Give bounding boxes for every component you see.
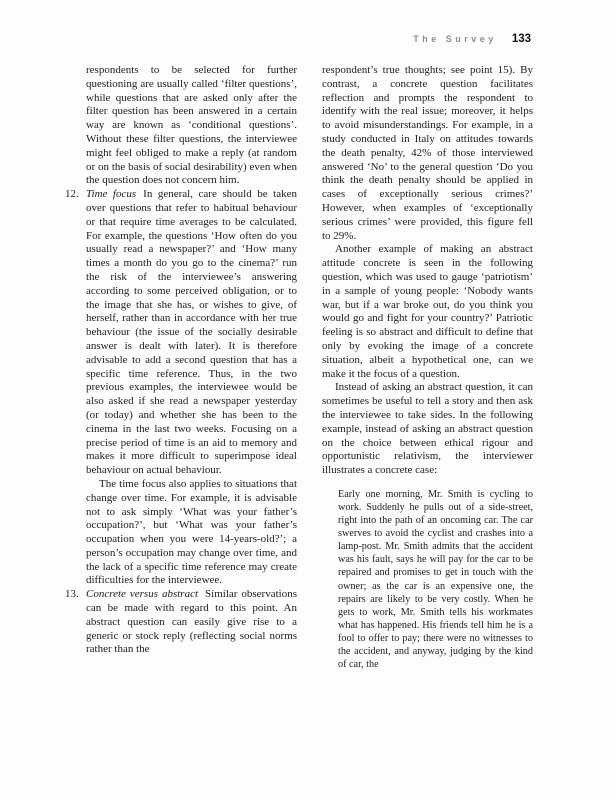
right-paragraph-2: Another example of making an abstract attitude concrete is seen in the following question, which was used to gauge ‘patriotism’ in a sample of young people: ‘Nobody wants war, but if a war broke out, do you think you would go and fight for your country?’ Patriotic feeling is so abstract and difficult to define that only by evoking the image of a concrete situation, albeit a hypothetical one, can we make it the focus of a question.: [322, 243, 533, 380]
list-item-12-text: In general, care should be taken over questions that refer to habitual behaviour or that require time averages to be calculated. For example, the questions ‘How often do you usually read a newspaper?’ and ‘How many times a month do you go to the cinema?’ run the risk of the interviewee’s answering according to some perceived obligation, or to the image that she has, or wishes to give, of herself, rather than in accordance with her true behaviour (the issue of the socially desirable answer is dealt with later). It is therefore advisable to add a second question that has a specific time reference. Thus, in the two previous examples, the interviewee would be also asked if she read a newspaper yesterday (or today) and whether she has been to the cinema in the last two weeks. Focusing on a precise period of time is an aid to memory and makes it more difficult to superimpose ideal behaviour on actual behaviour.: [86, 188, 297, 477]
list-item-12-number: 12.: [65, 188, 79, 201]
right-paragraph-1: respondent’s true thoughts; see point 15). By contrast, a concrete question facilitates reflection and prompts the respondent to identify with the real issue; moreover, it helps to avoid misunderstandings. For example, in a study conducted in Italy on attitudes towards the death penalty, 42% of those interviewed answered ‘No’ to the general question ‘Do you think the death penalty should be applied in cases of exceptionally serious crimes?’ However, when examples of ‘exceptionally serious crimes’ were provided, this figure fell to 29%.: [322, 64, 533, 242]
list-item-12-lead: Time focus: [86, 188, 137, 201]
two-column-text: [65, 64, 533, 671]
right-paragraph-3: Instead of asking an abstract question, it can sometimes be useful to tell a story and then ask the interviewee to take sides. In the following example, instead of asking an abstract question on the choice between ethical rigour and opportunistic relativism, the interviewer illustrates a concrete case:: [322, 381, 533, 477]
left-column: [65, 64, 297, 671]
list-item-13-text: Similar observations can be made with regard to this point. An abstract question can easily give rise to a generic or stock reply (reflecting social norms rather than the: [86, 588, 297, 656]
running-head: The Survey: [413, 34, 497, 44]
page-number: 133: [511, 33, 531, 45]
continuation-paragraph: respondents to be selected for further questioning are usually called ‘filter questions’, while questions that are asked only after the filter question has been answered in a certain way are known as ‘conditional questions’. Without these filter questions, the interviewee might feel obliged to make a reply (at random or on the basis of social desirability) even when the question does not concern him.: [86, 64, 297, 187]
list-item-12-second-paragraph: The time focus also applies to situations that change over time. For example, it is advisable not to ask simply ‘What was your father’s occupation?’, but ‘What was your father’s occupation when you were 14-years-old?’; a person’s occupation may change over time, and the lack of a specific time reference may create difficulties for the interviewee.: [86, 477, 297, 587]
list-item-13-paragraph: [65, 588, 297, 657]
case-excerpt: Early one morning, Mr. Smith is cycling to work. Suddenly he pulls out of a side-street, right into the path of an oncoming car. The car swerves to avoid the cyclist and crashes into a lamp-post. Mr. Smith admits that the accident was his fault, says he will pay for the car to be repaired and promises to get in touch with the owner; as the car is an expensive one, the repairs are likely to be very costly. When he gets to work, Mr. Smith tells his workmates what has happened. His friends tell him he is a fool to offer to pay; there were no witnesses to the accident, and anyway, judging by the kind of car, the: [338, 488, 533, 671]
list-item-12: [65, 188, 297, 588]
page-header: [413, 33, 531, 45]
list-item-12-paragraph: [65, 188, 297, 478]
list-item-13-number: 13.: [65, 588, 79, 601]
list-item-13-lead: Concrete versus abstract: [86, 588, 199, 601]
list-item-13: [65, 588, 297, 657]
right-column: [322, 64, 533, 671]
